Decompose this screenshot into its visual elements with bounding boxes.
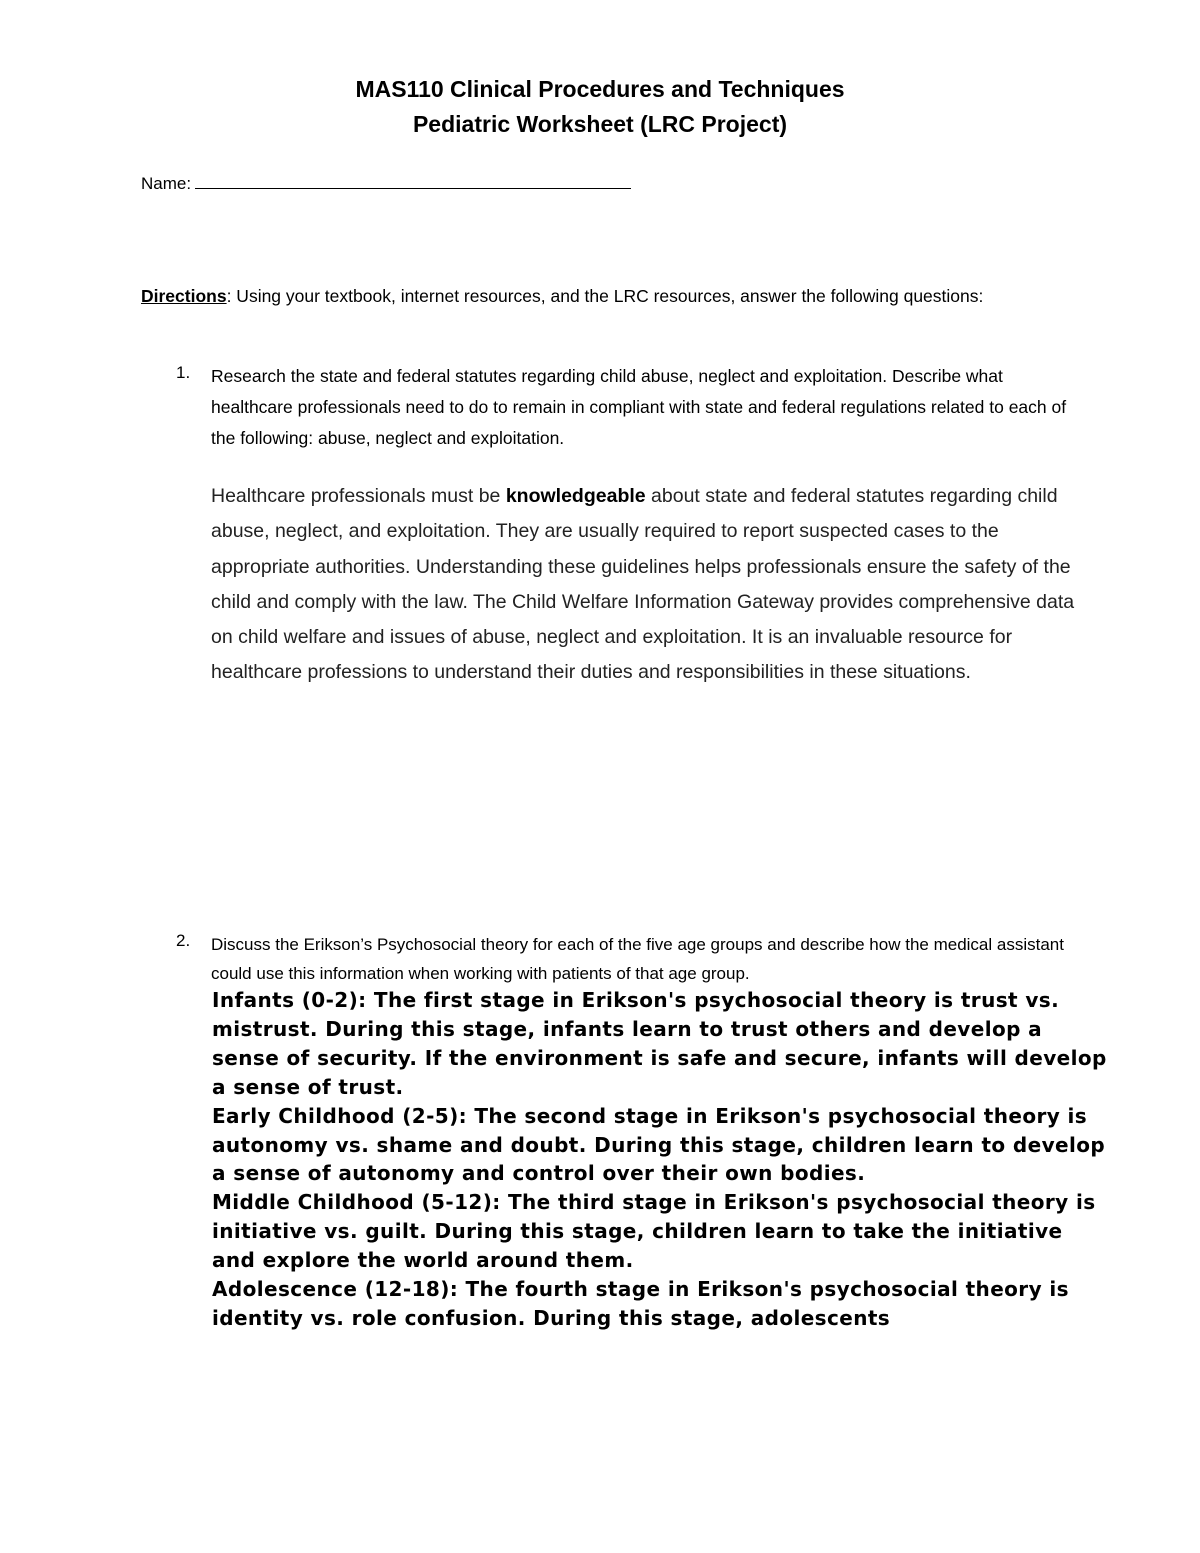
directions-label: Directions xyxy=(141,286,227,306)
answer-infants: Infants (0-2): The first stage in Erikson's psychosocial theory is trust vs. mistrust. During this stage, infants learn to trust others and develop a sense of security. If the environment is safe and secure, infants will develop a sense of trust. xyxy=(212,988,1107,1099)
course-title: MAS110 Clinical Procedures and Techniques xyxy=(355,76,845,102)
question-1-text: Research the state and federal statutes regarding child abuse, neglect and exploitation. Describe what healthcare professionals need to do to remain in compliant with state and federal regulations related to each of the following: abuse, neglect and exploitation. xyxy=(211,366,1067,448)
question-2-number: 2. xyxy=(176,931,191,950)
answer-1-text-end: about state and federal statutes regarding child abuse, neglect, and exploitation. They are usually required to report suspected cases to the appropriate authorities. Understanding these guidelines helps professionals ensure the safety of the child and comply with the law. The Child Welfare Information Gateway provides comprehensive data on child welfare and issues of abuse, neglect and exploitation. It is an invaluable resource for healthcare professions to understand their duties and responsibilities in these situations. xyxy=(211,485,1075,684)
answer-adolescence: Adolescence (12-18): The fourth stage in Erikson's psychosocial theory is identity vs. role confusion. During this stage, adolescents xyxy=(212,1277,1069,1330)
directions-paragraph xyxy=(141,281,1041,312)
answer-1-bold-word: knowledgeable xyxy=(505,485,646,507)
answer-early-childhood: Early Childhood (2-5): The second stage in Erikson's psychosocial theory is autonomy vs. shame and doubt. During this stage, children learn to develop a sense of autonomy and control over their own bodies. xyxy=(212,1103,1106,1186)
worksheet-title: Pediatric Worksheet (LRC Project) xyxy=(412,111,788,137)
question-1-number: 1. xyxy=(176,363,191,382)
answer-1-text-start: Healthcare professionals must be xyxy=(211,485,506,507)
question-2-answer xyxy=(212,986,1112,1333)
question-1-answer xyxy=(211,479,1091,691)
name-blank-line[interactable] xyxy=(195,170,631,189)
answer-middle-childhood: Middle Childhood (5-12): The third stage in Erikson's psychosocial theory is initiative vs. guilt. During this stage, children learn to take the initiative and explore the world around them. xyxy=(212,1190,1096,1273)
name-field xyxy=(141,170,631,194)
name-label: Name: xyxy=(141,174,192,193)
question-2-text: Discuss the Erikson’s Psychosocial theory for each of the five age groups and describe how the medical assistant could use this information when working with patients of that age group. xyxy=(211,935,1064,983)
directions-text: : Using your textbook, internet resources, and the LRC resources, answer the following questions: xyxy=(226,286,984,306)
